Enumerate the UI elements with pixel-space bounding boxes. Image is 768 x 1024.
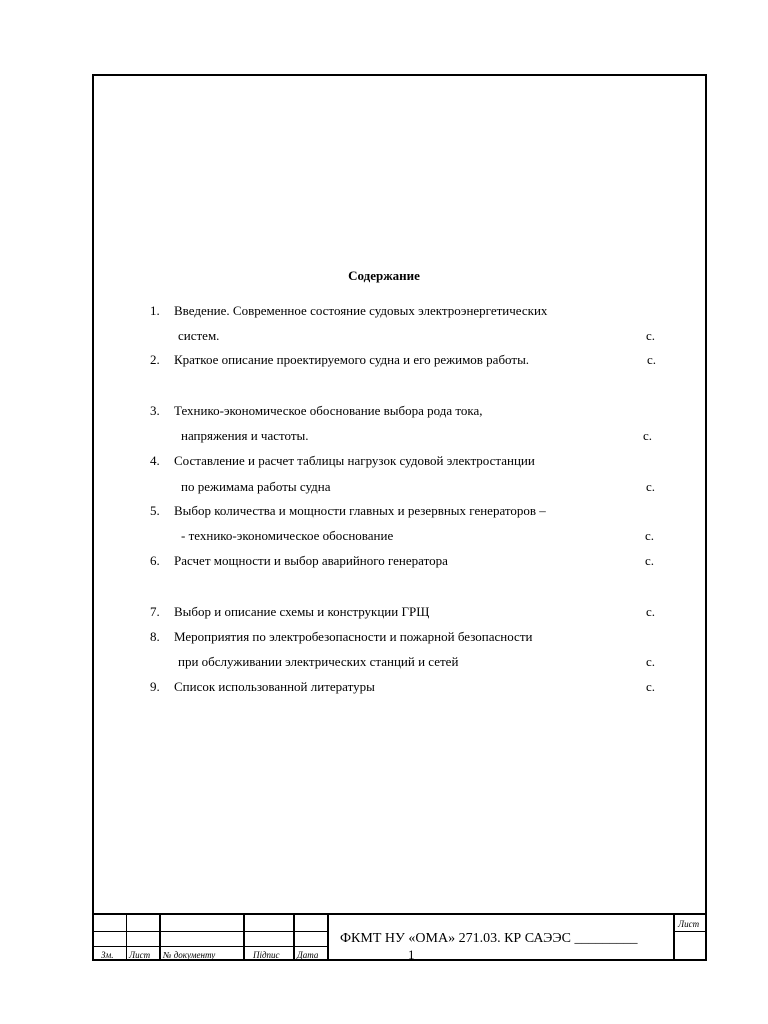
toc-page-mark-5: с. [645,528,655,543]
toc-item-8-line-1: Мероприятия по электробезопасности и пожарной безопасности [174,629,533,644]
toc-number-5: 5. [150,503,160,518]
toc-item-6-line-1: Расчет мощности и выбор аварийного генератора [174,553,448,568]
stamp-grid-line [327,914,329,961]
stamp-grid-line [159,914,161,961]
toc-page-mark-8: с. [646,654,656,669]
stamp-label-date: Дата [297,950,319,960]
document-code: ФКМТ НУ «ОМА» 271.03. КР САЭЭС _________ [340,931,638,946]
toc-item-2-line-1: Краткое описание проектируемого судна и его режимов работы. [174,352,530,367]
toc-page-mark-4: с. [646,479,656,494]
toc-number-1: 1. [150,303,160,318]
stamp-label-sheet: Лист [678,919,700,929]
stamp-label-izm: Зм. [101,950,114,960]
toc-number-7: 7. [150,604,160,619]
stamp-grid-line [673,914,675,961]
stamp-label-doc: № документу [163,950,216,960]
toc-number-4: 4. [150,453,160,468]
document-title: Содержание [348,268,420,283]
toc-item-7-line-1: Выбор и описание схемы и конструкции ГРЩ [174,604,430,619]
toc-page-mark-3: с. [643,428,653,443]
toc-item-1-line-1: Введение. Современное состояние судовых электроэнергетических [174,303,548,318]
toc-item-5-line-1: Выбор количества и мощности главных и резервных генераторов – [174,503,546,518]
stamp-top-line [92,913,707,915]
toc-item-4-line-2: по режимама работы судна [181,479,331,494]
toc-item-9-line-1: Список использованной литературы [174,679,375,694]
stamp-label-list: Лист [129,950,151,960]
toc-number-9: 9. [150,679,160,694]
stamp-grid-line [243,914,245,961]
toc-item-3-line-1: Технико-экономическое обоснование выбора рода тока, [174,403,483,418]
toc-item-1-line-2: систем. [178,328,220,343]
toc-item-4-line-1: Составление и расчет таблицы нагрузок судовой электростанции [174,453,535,468]
toc-item-8-line-2: при обслуживании электрических станций и сетей [178,654,459,669]
toc-number-3: 3. [150,403,160,418]
stamp-grid-line [293,914,295,961]
toc-number-6: 6. [150,553,160,568]
sheet-number: 1 [408,947,415,962]
toc-item-5-line-2: - технико-экономическое обоснование [181,528,394,543]
toc-page-mark-9: с. [646,679,656,694]
stamp-grid-line [126,914,127,961]
stamp-sheet-line [673,931,707,932]
toc-number-8: 8. [150,629,160,644]
toc-page-mark-2: с. [647,352,657,367]
toc-page-mark-1: с. [646,328,656,343]
stamp-label-sign: Підпис [253,950,280,960]
toc-page-mark-7: с. [646,604,656,619]
toc-item-3-line-2: напряжения и частоты. [181,428,309,443]
toc-number-2: 2. [150,352,160,367]
toc-page-mark-6: с. [645,553,655,568]
